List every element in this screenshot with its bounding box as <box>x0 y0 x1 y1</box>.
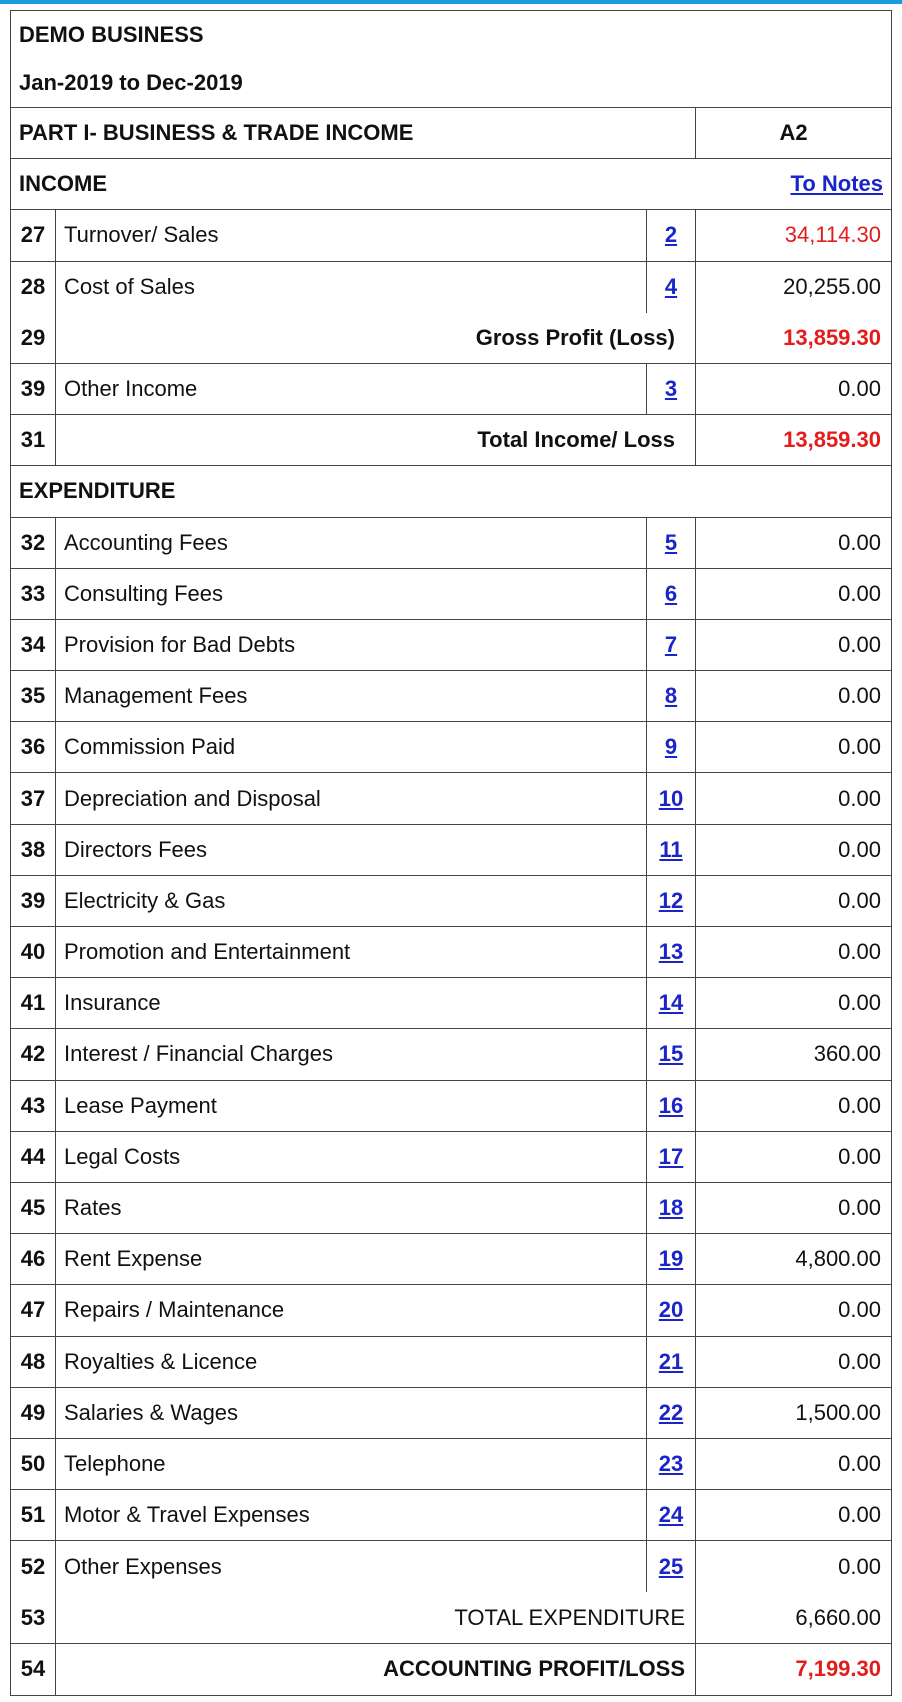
table-row <box>11 1490 891 1541</box>
gross-profit-label: Gross Profit (Loss) <box>56 313 696 363</box>
row-amount: 0.00 <box>838 1450 881 1476</box>
row-label: Salaries & Wages <box>64 1399 239 1425</box>
row-number: 36 <box>11 722 56 772</box>
row-amount: 1,500.00 <box>795 1399 881 1425</box>
row-number: 31 <box>11 415 56 465</box>
row-number: 49 <box>11 1388 56 1438</box>
note-link[interactable]: 7 <box>664 631 678 657</box>
table-row <box>11 671 891 722</box>
row-label: Accounting Fees <box>64 529 228 555</box>
table-row <box>11 1388 891 1439</box>
row-number: 52 <box>11 1541 56 1592</box>
row-amount: 0.00 <box>838 1553 881 1579</box>
accounting-profit-amount: 7,199.30 <box>795 1656 881 1682</box>
gross-profit-row <box>11 313 891 364</box>
row-label: Insurance <box>64 990 161 1016</box>
row-amount: 0.00 <box>838 1143 881 1169</box>
row-amount: 0.00 <box>838 1502 881 1528</box>
table-row <box>11 1234 891 1285</box>
table-row <box>11 722 891 773</box>
income-section-title: INCOME <box>19 171 107 197</box>
note-cell <box>646 978 696 1028</box>
accounting-profit-row <box>11 1644 891 1695</box>
note-cell <box>646 1439 696 1489</box>
note-link[interactable]: 18 <box>658 1195 684 1221</box>
table-row <box>11 1337 891 1388</box>
note-cell <box>646 773 696 823</box>
note-link[interactable]: 15 <box>658 1041 684 1067</box>
report-period: Jan-2019 to Dec-2019 <box>19 70 243 95</box>
note-link[interactable]: 17 <box>658 1143 684 1169</box>
note-cell <box>646 1029 696 1079</box>
note-cell <box>646 1183 696 1233</box>
row-number: 40 <box>11 927 56 977</box>
note-cell <box>646 825 696 875</box>
row-label: Cost of Sales <box>64 274 195 300</box>
note-cell <box>646 927 696 977</box>
row-label: Depreciation and Disposal <box>64 785 321 811</box>
row-amount: 360.00 <box>813 1041 881 1067</box>
row-number: 38 <box>11 825 56 875</box>
table-row <box>11 876 891 927</box>
note-link[interactable]: 2 <box>664 222 678 248</box>
total-income-amount: 13,859.30 <box>783 427 881 453</box>
note-link[interactable]: 19 <box>658 1246 684 1272</box>
note-cell <box>646 620 696 670</box>
note-link[interactable]: 20 <box>658 1297 684 1323</box>
row-number: 48 <box>11 1337 56 1387</box>
note-link[interactable]: 14 <box>658 990 684 1016</box>
row-number: 54 <box>11 1644 56 1695</box>
row-label: Promotion and Entertainment <box>64 939 351 965</box>
table-row <box>11 620 891 671</box>
note-link[interactable]: 10 <box>658 785 684 811</box>
row-amount: 0.00 <box>838 376 881 402</box>
row-number: 43 <box>11 1081 56 1131</box>
row-amount: 0.00 <box>838 580 881 606</box>
row-label: Rent Expense <box>64 1246 203 1272</box>
row-amount: 20,255.00 <box>783 274 881 300</box>
row-number: 32 <box>11 518 56 568</box>
row-label: Directors Fees <box>64 836 208 862</box>
table-row <box>11 825 891 876</box>
row-number: 45 <box>11 1183 56 1233</box>
total-income-row <box>11 415 891 466</box>
expenditure-section-title: EXPENDITURE <box>19 478 176 504</box>
row-amount: 0.00 <box>838 631 881 657</box>
note-cell <box>646 1132 696 1182</box>
total-expenditure-label: TOTAL EXPENDITURE <box>56 1592 696 1642</box>
row-amount: 34,114.30 <box>784 222 881 248</box>
row-label: Legal Costs <box>64 1143 181 1169</box>
total-expenditure-row <box>11 1592 891 1643</box>
income-section-row <box>11 159 891 210</box>
note-cell <box>646 876 696 926</box>
note-link[interactable]: 5 <box>664 529 678 555</box>
note-link[interactable]: 23 <box>658 1450 684 1476</box>
note-link[interactable]: 25 <box>658 1553 684 1579</box>
row-number: 51 <box>11 1490 56 1540</box>
row-number: 39 <box>11 364 56 414</box>
row-number: 53 <box>11 1592 56 1642</box>
row-amount: 0.00 <box>838 1092 881 1118</box>
table-row <box>11 1285 891 1336</box>
row-amount: 0.00 <box>838 990 881 1016</box>
row-number: 41 <box>11 978 56 1028</box>
note-cell <box>646 671 696 721</box>
to-notes-cell <box>695 159 891 209</box>
part-heading-row <box>11 108 891 159</box>
accounting-profit-label: ACCOUNTING PROFIT/LOSS <box>56 1644 696 1695</box>
other-income-row <box>11 364 891 415</box>
note-link[interactable]: 6 <box>664 580 678 606</box>
row-amount: 0.00 <box>838 734 881 760</box>
row-number: 33 <box>11 569 56 619</box>
row-number: 50 <box>11 1439 56 1489</box>
row-number: 27 <box>11 210 56 260</box>
note-link[interactable]: 16 <box>658 1092 684 1118</box>
row-label: Turnover/ Sales <box>64 222 219 248</box>
row-amount: 0.00 <box>838 1348 881 1374</box>
table-row <box>11 1081 891 1132</box>
part-title: PART I- BUSINESS & TRADE INCOME <box>19 120 414 146</box>
note-cell <box>646 1285 696 1335</box>
table-row <box>11 978 891 1029</box>
table-row <box>11 1029 891 1080</box>
note-cell <box>646 364 696 414</box>
row-label: Electricity & Gas <box>64 887 226 913</box>
row-amount: 0.00 <box>838 529 881 555</box>
total-expenditure-amount: 6,660.00 <box>795 1604 881 1630</box>
row-number: 42 <box>11 1029 56 1079</box>
row-label: Consulting Fees <box>64 580 223 606</box>
row-amount: 0.00 <box>838 1195 881 1221</box>
table-row <box>11 569 891 620</box>
note-cell <box>646 722 696 772</box>
business-name: DEMO BUSINESS <box>19 22 204 47</box>
row-amount: 0.00 <box>838 836 881 862</box>
note-link[interactable]: 3 <box>664 376 678 402</box>
income-statement-table <box>10 10 892 1696</box>
table-row <box>11 1541 891 1592</box>
report-header <box>11 11 891 108</box>
top-accent-bar <box>0 0 902 4</box>
note-link[interactable]: 12 <box>658 887 684 913</box>
table-row <box>11 1132 891 1183</box>
note-cell <box>646 1081 696 1131</box>
note-link[interactable]: 4 <box>664 274 678 300</box>
note-cell <box>646 1234 696 1284</box>
row-label: Royalties & Licence <box>64 1348 258 1374</box>
row-number: 28 <box>11 262 56 313</box>
row-label: Other Expenses <box>64 1553 222 1579</box>
note-link[interactable]: 21 <box>658 1348 684 1374</box>
row-amount: 4,800.00 <box>795 1246 881 1272</box>
note-link[interactable]: 8 <box>664 683 678 709</box>
note-cell <box>646 518 696 568</box>
row-label: Other Income <box>64 376 198 402</box>
note-link[interactable]: 13 <box>658 939 684 965</box>
row-label: Repairs / Maintenance <box>64 1297 285 1323</box>
expenditure-section-row <box>11 466 891 517</box>
row-number: 47 <box>11 1285 56 1335</box>
row-label: Rates <box>64 1195 122 1221</box>
row-number: 39 <box>11 876 56 926</box>
row-label: Telephone <box>64 1450 166 1476</box>
table-row <box>11 1183 891 1234</box>
row-label: Provision for Bad Debts <box>64 631 296 657</box>
row-amount: 0.00 <box>838 887 881 913</box>
table-row <box>11 210 891 261</box>
note-cell <box>646 1490 696 1540</box>
note-cell <box>646 1337 696 1387</box>
row-label: Management Fees <box>64 683 248 709</box>
row-number: 34 <box>11 620 56 670</box>
to-notes-link[interactable]: To Notes <box>790 171 883 197</box>
table-row <box>11 518 891 569</box>
note-cell <box>646 569 696 619</box>
row-number: 44 <box>11 1132 56 1182</box>
note-link[interactable]: 22 <box>658 1399 684 1425</box>
note-cell <box>646 262 696 313</box>
note-link[interactable]: 9 <box>664 734 678 760</box>
note-link[interactable]: 11 <box>659 836 683 862</box>
row-label: Interest / Financial Charges <box>64 1041 334 1067</box>
total-income-label: Total Income/ Loss <box>56 415 696 465</box>
note-link[interactable]: 24 <box>658 1502 684 1528</box>
part-code: A2 <box>695 108 891 158</box>
row-number: 35 <box>11 671 56 721</box>
row-number: 37 <box>11 773 56 823</box>
row-amount: 0.00 <box>838 683 881 709</box>
row-number: 29 <box>11 313 56 363</box>
gross-profit-amount: 13,859.30 <box>783 324 881 350</box>
row-amount: 0.00 <box>838 785 881 811</box>
table-row <box>11 927 891 978</box>
table-row <box>11 1439 891 1490</box>
row-amount: 0.00 <box>838 1297 881 1323</box>
note-cell <box>646 210 696 260</box>
table-row <box>11 773 891 824</box>
row-label: Lease Payment <box>64 1092 217 1118</box>
row-label: Commission Paid <box>64 734 236 760</box>
table-row <box>11 262 891 313</box>
row-amount: 0.00 <box>838 939 881 965</box>
row-number: 46 <box>11 1234 56 1284</box>
note-cell <box>646 1541 696 1592</box>
note-cell <box>646 1388 696 1438</box>
row-label: Motor & Travel Expenses <box>64 1502 310 1528</box>
